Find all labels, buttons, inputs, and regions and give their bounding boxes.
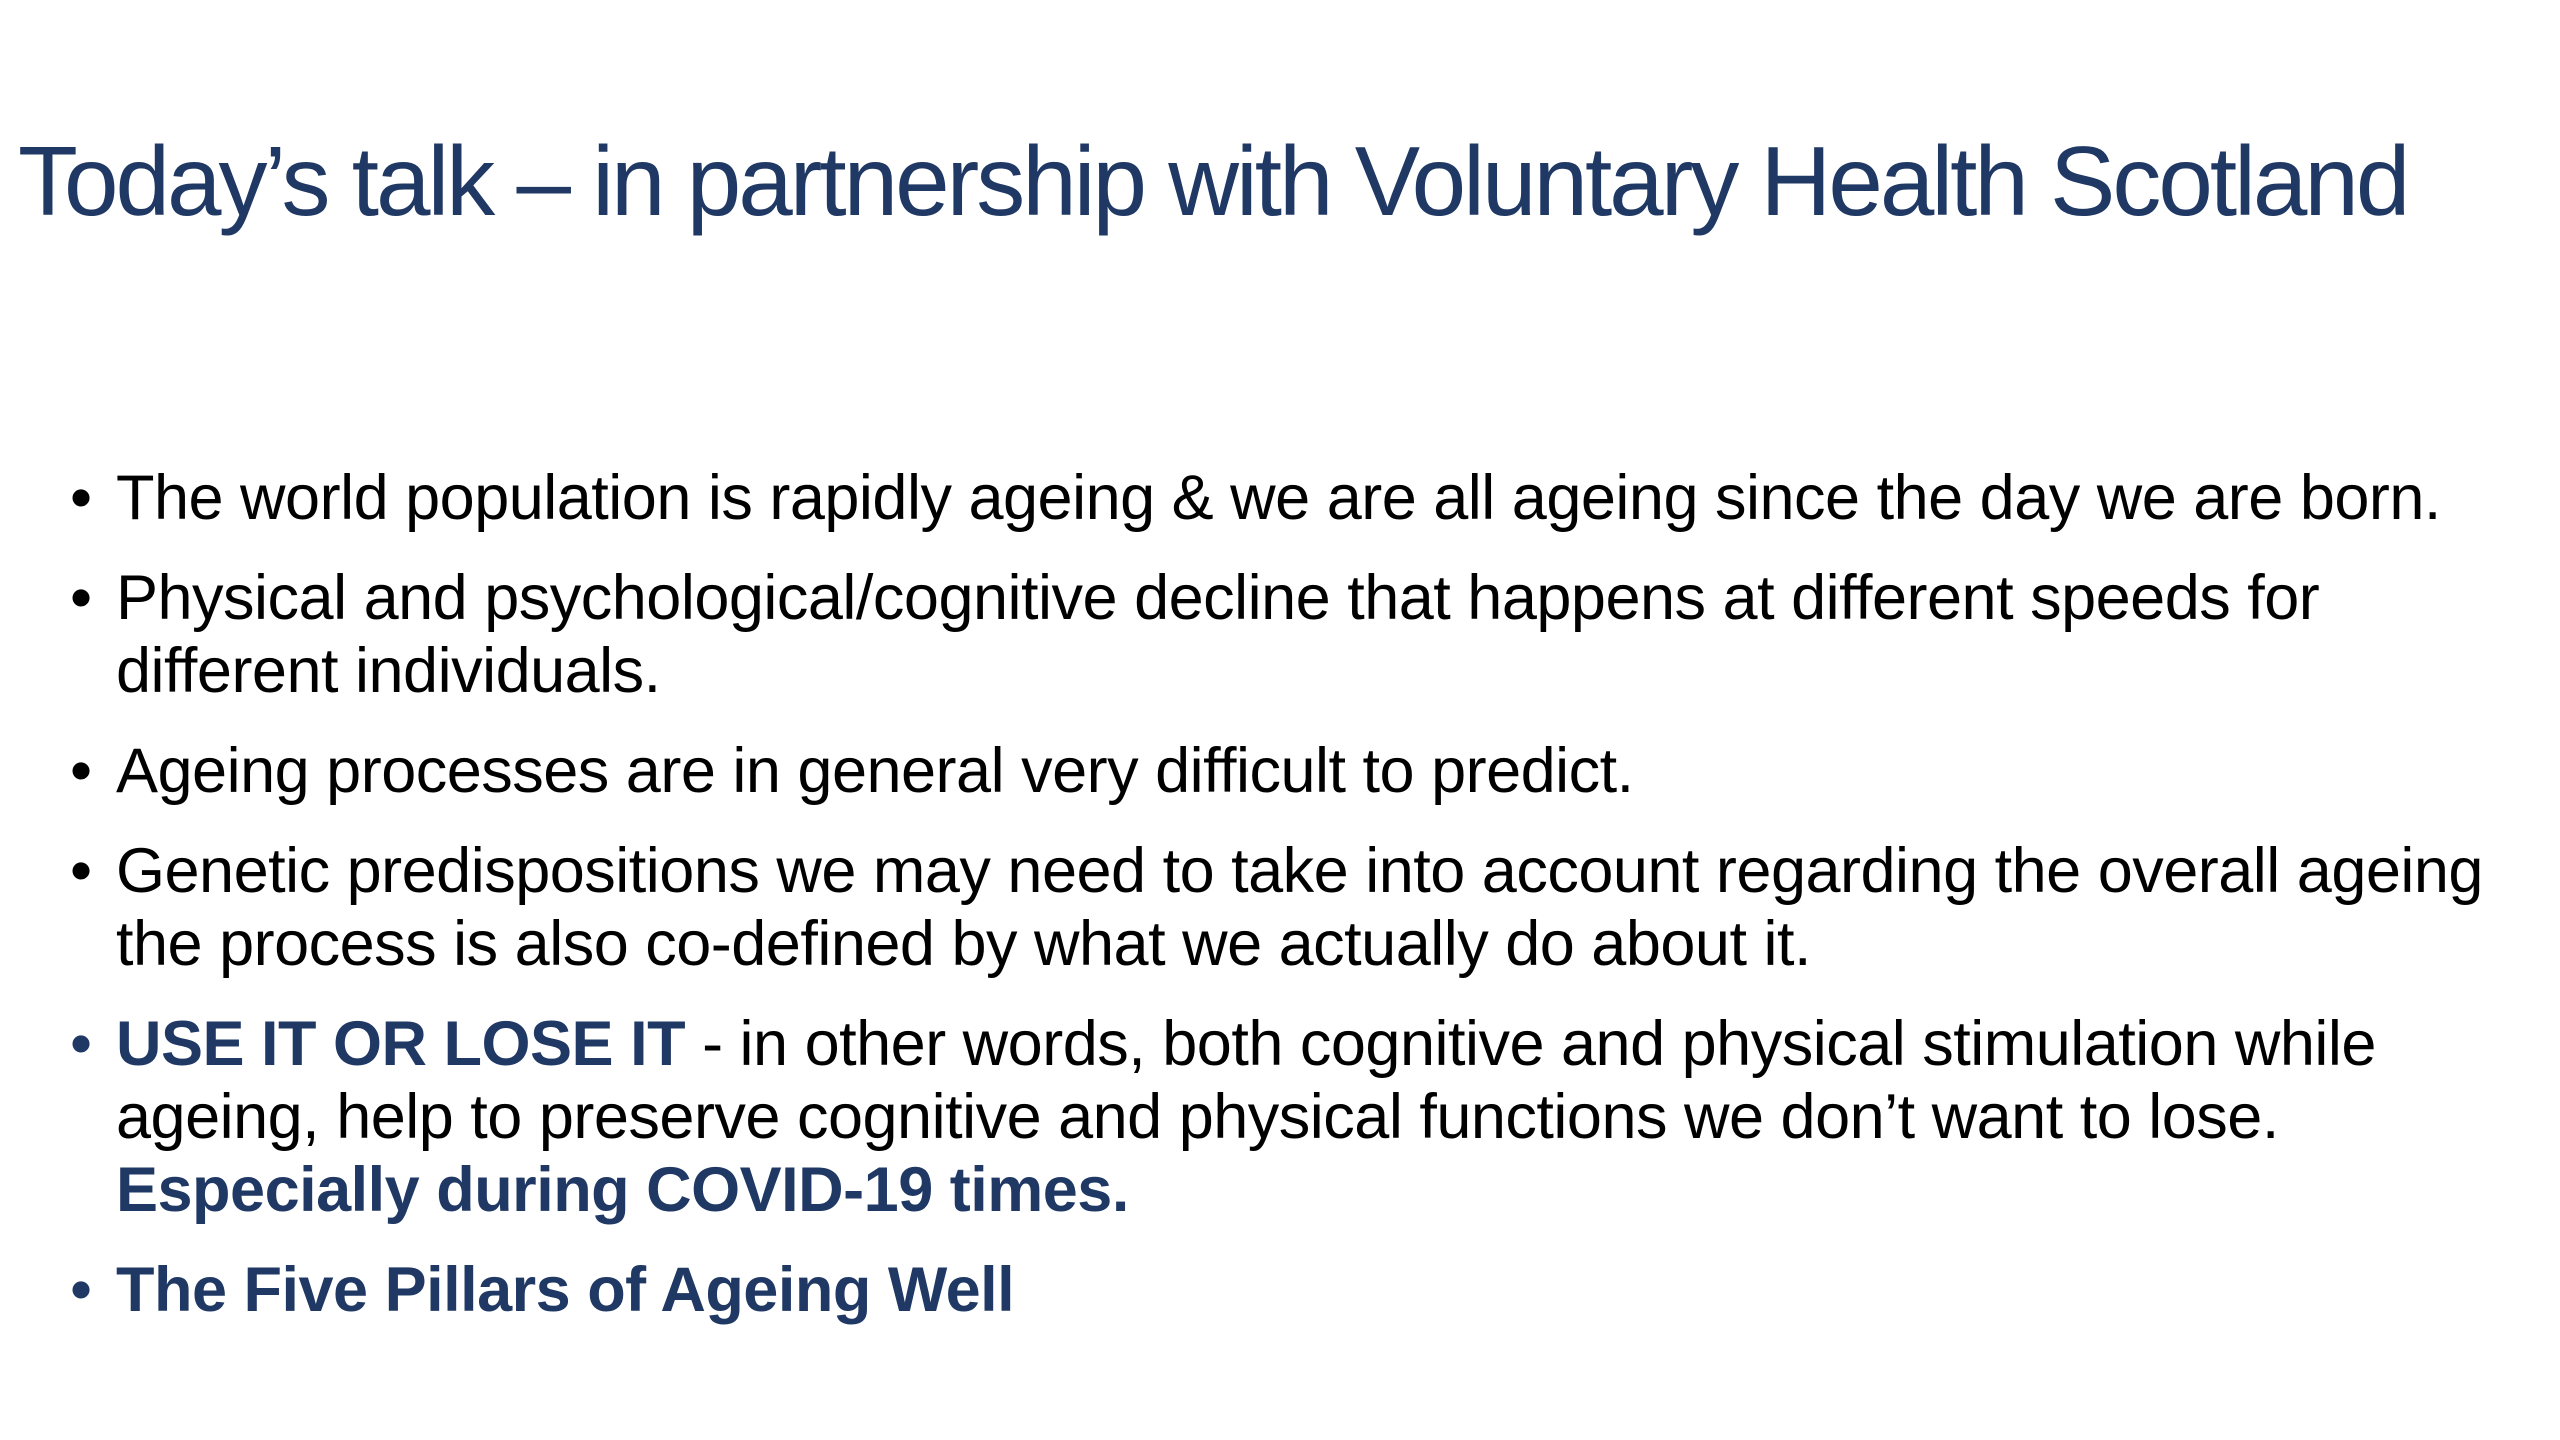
bullet-item-five-pillars — [70, 1254, 2510, 1327]
bullet-item — [70, 562, 2510, 708]
bullet-highlight-text: The Five Pillars of Ageing Well — [116, 1255, 1015, 1325]
bullet-item — [70, 735, 2510, 808]
bullet-text: Genetic predispositions we may need to take into account regarding the overall ageing the process is also co-defined by what we actually do about it. — [116, 836, 2483, 979]
bullet-text: The world population is rapidly ageing & we are all ageing since the day we are born. — [116, 463, 2441, 533]
bullet-dot-icon: • — [70, 1009, 92, 1079]
bullet-dot-icon: • — [70, 836, 92, 906]
bullet-text: Physical and psychological/cognitive decline that happens at different speeds for different individuals. — [116, 563, 2320, 706]
bullet-dot-icon: • — [70, 463, 92, 533]
bullet-item — [70, 835, 2510, 981]
bullet-text: - in other words, both cognitive and physical stimulation while ageing, help to preserve cognitive and physical functions we don’t want to lose. — [116, 1009, 2376, 1152]
bullet-dot-icon: • — [70, 563, 92, 633]
bullet-list — [70, 462, 2510, 1354]
bullet-dot-icon: • — [70, 736, 92, 806]
bullet-dot-icon: • — [70, 1255, 92, 1325]
bullet-highlight-text: Especially during COVID-19 times. — [116, 1155, 1129, 1225]
bullet-text: Ageing processes are in general very difficult to predict. — [116, 736, 1634, 806]
bullet-item — [70, 462, 2510, 535]
slide-title: Today’s talk – in partnership with Voluntary Health Scotland — [18, 126, 2408, 236]
bullet-item-use-it-or-lose-it — [70, 1008, 2510, 1227]
bullet-highlight-text: USE IT OR LOSE IT — [116, 1009, 686, 1079]
